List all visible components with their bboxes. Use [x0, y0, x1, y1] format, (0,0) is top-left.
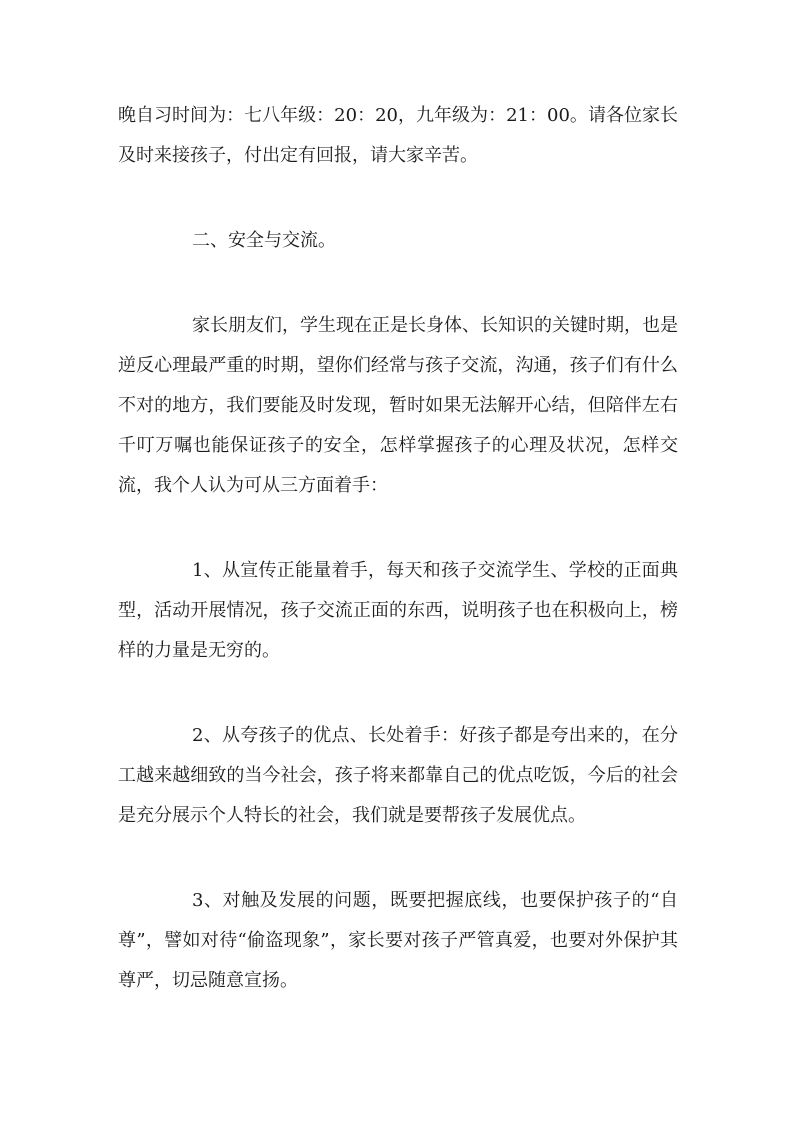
paragraph-point-2: 2、从夸孩子的优点、长处着手：好孩子都是夸出来的，在分工越来越细致的当今社会，孩子将来都靠自己的优点吃饭，今后的社会是充分展示个人特长的社会，我们就是要帮孩子发展优点。	[118, 725, 678, 826]
section-heading-safety-communication: 二、安全与交流。	[192, 230, 336, 251]
paragraph-evening-study-time: 晚自习时间为：七八年级：20：20，九年级为：21：00。请各位家长及时来接孩子，付出定有回报，请大家辛苦。	[118, 105, 678, 166]
paragraph-parents-communication: 家长朋友们，学生现在正是长身体、长知识的关键时期，也是逆反心理最严重的时期，望你们经常与孩子交流，沟通，孩子们有什么不对的地方，我们要能及时发现，暂时如果无法解开心结，但陪伴左右千叮万嘱也能保证孩子的安全，怎样掌握孩子的心理及状况，怎样交流，我个人认为可从三方面着手：	[118, 315, 678, 496]
document-body	[118, 96, 678, 1046]
paragraph-point-1: 1、从宣传正能量着手，每天和孩子交流学生、学校的正面典型，活动开展情况，孩子交流正面的东西，说明孩子也在积极向上，榜样的力量是无穷的。	[118, 560, 678, 661]
paragraph-point-3: 3、对触及发展的问题，既要把握底线，也要保护孩子的“自尊”，譬如对待“偷盗现象”，家长要对孩子严管真爱，也要对外保护其尊严，切忌随意宣扬。	[118, 890, 678, 991]
